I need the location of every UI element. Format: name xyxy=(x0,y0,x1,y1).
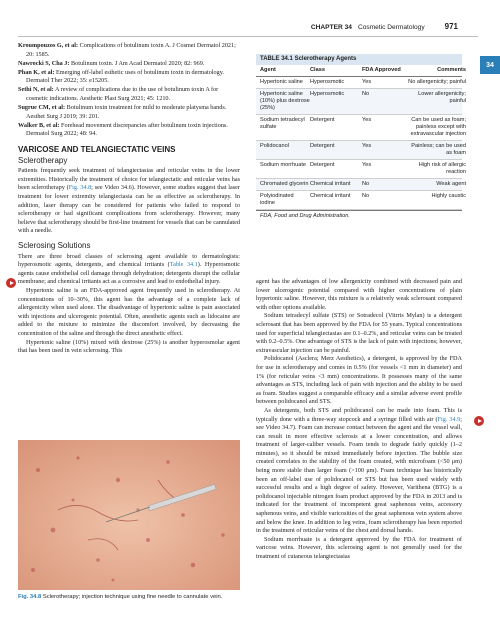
figure-link[interactable]: Fig. 34.9 xyxy=(437,415,461,423)
chapter-title: Cosmetic Dermatology xyxy=(357,24,425,31)
section-heading: VARICOSE AND TELANGIECTATIC VEINS xyxy=(18,145,176,155)
skin-injection-illustration xyxy=(18,440,240,590)
table-link[interactable]: Table 34.1 xyxy=(169,261,198,269)
dextrose-continuation-paragraph: agent has the advantages of low allergenicity combined with decreased pain and lower ulcerogenic potential compared with higher concentrations of plain hypertonic saline. However, this mixture is a relatively weak sclerosant compared with other options available. xyxy=(256,278,462,311)
chapter-side-tab[interactable]: 34 xyxy=(480,56,500,74)
sclerotherapy-paragraph: Patients frequently seek treatment of telangiectasias and reticular veins in the lower extremities. Historically the treatment of choice for telangiectatic and reticular veins has been sclerotherapy (Fig. 34.8; see Video 34.6). However, some studies suggest that laser treatment for lower extremity telangiectasia can be as effective as sclerotherapy. In addition, laser therapy can be considered for patients who failed to respond to sclerotherapy or had significant complications from sclerotherapy. However, many believe that sclerotherapy should be first-line treatment for vessels that can be cannulated with a needle. xyxy=(18,167,240,235)
chapter-label: CHAPTER 34 xyxy=(310,24,352,31)
dextrose-paragraph: Hypertonic saline (10%) mixed with dextrose (25%) is another hyperosmolar agent that has been used in vein sclerosing. This xyxy=(18,338,240,355)
figure-caption xyxy=(18,594,240,601)
reference-item: Sethi N, et al: A review of complications due to the use of botulinum toxin A for cosmetic indications. Aesthetic Plast Surg 2021; 45: 1210. xyxy=(18,86,219,103)
reference-item: Sugrue CM, et al: Botulinum toxin treatment for mild to moderate platysma bands. Aesthet Surg J 2019; 39: 201. xyxy=(18,104,227,120)
left-column xyxy=(18,42,240,356)
figure-label: Fig. 34.8 xyxy=(18,594,42,600)
subsection-heading: Sclerotherapy xyxy=(18,155,68,165)
polidocanol-paragraph: Polidocanol (Asclera; Merz Aesthetics), a detergent, is approved by the FDA for use in sclerotherapy and comes in 0.5% (for vessels <1 mm in diameter) and 1% (for reticular veins <3 mm) concentrations. It possesses many of the same advantages as STS, including lack of pain with injection and the ability to be used as foam. Studies suggest a comparable efficacy and a similar adverse event profile between polidocanol and STS. xyxy=(256,355,462,406)
table-title: TABLE 34.1 Sclerotherapy Agents xyxy=(256,54,462,65)
figure-caption-text: Sclerotherapy; injection technique using fine needle to cannulate vein. xyxy=(42,594,223,600)
foam-paragraph: As detergents, both STS and polidocanol can be made into foam. This is typically done with a three-way stopcock and a syringe filled with air (Fig. 34.9; see Video 34.7). Foam can increase contact between the agent and the vessel wall, can result in more effective sclerosis at a lower concentration, and allows treatment of larger-caliber vessels. Foam tends to degrade fairly quickly (1–2 minutes), so it should be mixed immediately before injection. The bubble size created correlates to the stability of the foam created, with microfoam (<50 μm) being more stable than larger foam (>100 μm). Foam technique has historically been an off-label use of polidocanol or STS but has been used widely with successful results and a high degree of safety. However, Varithena (BTG) is a polidocanol injectable nitrogen foam product approved by the FDA in 2013 and is indicated for the treatment of incompetent great saphenous veins, accessory saphenous veins, and visible varicosities of the great saphenous vein system above and below the knee. In addition to leg veins, foam sclerotherapy has been reported in the treatment of reticular veins of the chest and dorsal hands. xyxy=(256,406,462,535)
reference-list xyxy=(18,42,240,139)
video-play-icon[interactable] xyxy=(6,278,16,288)
table-row: Sodium morrhuate Detergent Yes High risk of allergic reaction xyxy=(256,160,462,179)
sts-paragraph: Sodium tetradecyl sulfate (STS) or Sotradecol (Vitrris Mylan) is a detergent sclerosant that has been approved by the FDA for 55 years. Typical concentrations used for superficial telangiectasias are 0.1–0.2%, and reticular veins can be treated with 0.2–0.5%. One advantage of STS is the lack of pain with injections; however, extravascular injection can be painful. xyxy=(256,312,462,354)
table-footnote: FDA, Food and Drug Administration. xyxy=(256,210,462,222)
running-header xyxy=(311,22,458,31)
sclerotherapy-photo xyxy=(18,440,240,590)
table-header-row: Agent Class FDA Approved Comments xyxy=(256,65,462,77)
figure-link[interactable]: Fig. 34.8 xyxy=(68,184,92,192)
table-body xyxy=(256,77,466,210)
table-row: Sodium tetradecyl sulfate Detergent Yes Can be used as foam; painless except with extravascular injection xyxy=(256,115,462,141)
solutions-heading: Sclerosing Solutions xyxy=(18,240,91,250)
table-row: Hypertonic saline (10%) plus dextrose (25%) Hyperosmotic No Lower allergenicity; painful xyxy=(256,89,462,115)
sclerotherapy-agents-table xyxy=(256,54,466,222)
reference-item: Phan K, et al: Emerging off-label esthetic uses of botulinum toxin in dermatology. Dermatol Ther 2022; 35: e15205. xyxy=(18,68,224,85)
page-number: 971 xyxy=(444,22,458,31)
table-row: Chromated glycerin Chemical irritant No Weak agent xyxy=(256,179,462,191)
header-rule xyxy=(18,36,478,37)
solutions-paragraph: There are three broad classes of sclerosing agent available to dermatologists: hyperosmotic agents, detergents, and chemical irritants (Table 34.1). Hyperosmotic agents cause endothelial cell damage through dehydration; detergents disrupt the cellular membrane; and chemical irritants act as a corrosive and lead to endothelial injury. xyxy=(18,252,240,286)
table-row: Hypertonic saline Hyperosmotic Yes No allergenicity; painful xyxy=(256,77,462,89)
video-play-icon[interactable] xyxy=(474,416,484,426)
table-row: Polidocanol Detergent Yes Painless; can be used as foam xyxy=(256,141,462,160)
reference-item: Kroumpouzos G, et al: Complications of botulinum toxin A. J Cosmet Dermatol 2021; 20: 1585. xyxy=(18,42,236,58)
table-row: Polyiodinated iodine Chemical irritant No Highly caustic xyxy=(256,191,462,210)
reference-item: Walker B, et al: Forehead movement discrepancies after botulinum toxin injections. Dermatol Surg 2022; 48: 94. xyxy=(18,121,228,138)
hypertonic-paragraph: Hypertonic saline is an FDA-approved agent frequently used in sclerotherapy. At concentrations of 10–30%, this agent has the advantage of a complete lack of allergenicity when used alone. The disadvantage of hypertonic saline is pain associated with injections and ulcerogenic potential. Often, anesthetic agents such as lidocaine are added to the mixture to minimize the discomfort involved, by decreasing the concentration of the saline and through the direct anesthetic effect. xyxy=(18,286,240,337)
reference-item: Nawrocki S, Cha J: Botulinum toxin. J Am Acad Dermatol 2020; 82: 969. xyxy=(18,59,205,67)
morrhuate-paragraph: Sodium morrhuate is a detergent approved by the FDA for treatment of varicose veins. However, this sclerosing agent is not generally used for the treatment of cutaneous telangiectasias xyxy=(256,535,462,560)
right-column xyxy=(256,278,462,562)
